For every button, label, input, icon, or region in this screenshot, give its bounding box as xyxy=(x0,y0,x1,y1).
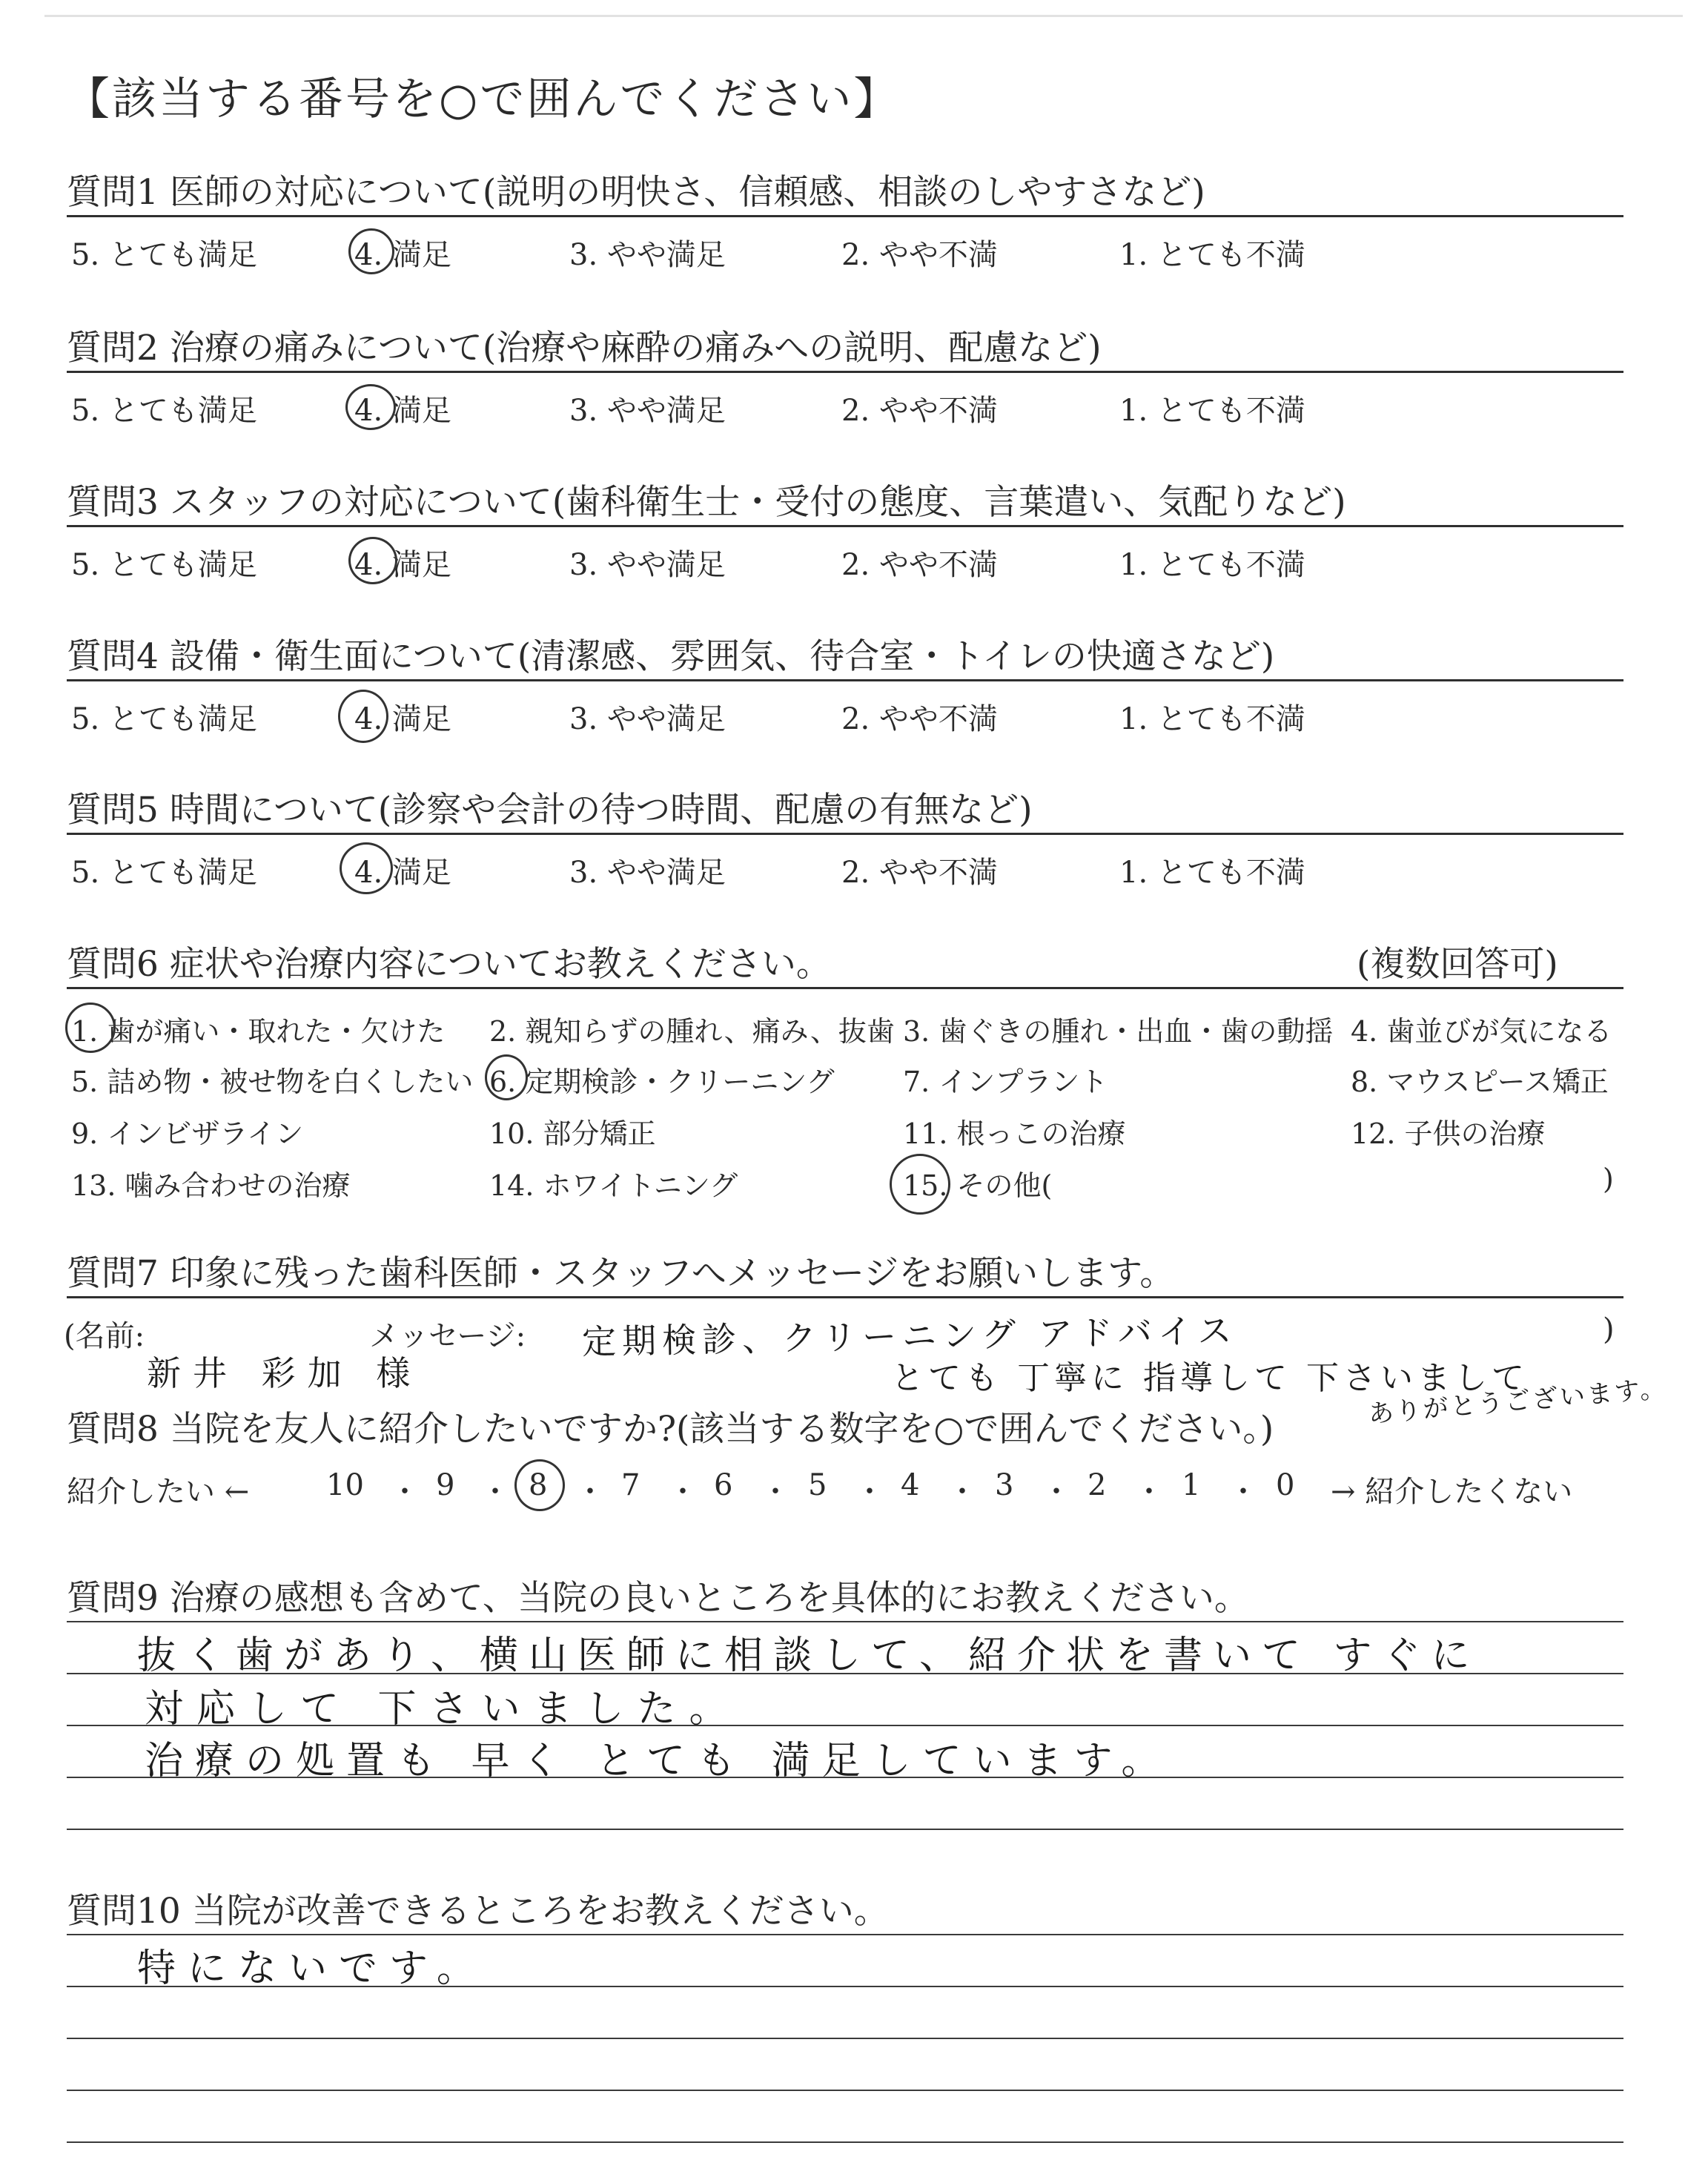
q8-scale-5[interactable]: 5 xyxy=(808,1468,827,1502)
q1-selection-circle xyxy=(348,228,394,274)
q2-selection-circle xyxy=(345,384,396,430)
q6-option-1[interactable]: 1. 歯が痛い・取れた・欠けた xyxy=(71,1015,446,1048)
q6-title: 質問6 症状や治療内容についてお教えください。 xyxy=(67,944,831,985)
q6-option-3[interactable]: 3. 歯ぐきの腫れ・出血・歯の動揺 xyxy=(903,1015,1334,1048)
q1-option-4[interactable]: 4. 満足 xyxy=(354,238,451,272)
q8-right-label: → 紹介したくない xyxy=(1331,1475,1573,1509)
q8-scale-dot: ・ xyxy=(480,1475,510,1509)
q6-option-15[interactable]: 15. その他( xyxy=(903,1169,1053,1202)
q7-close-paren: ) xyxy=(1603,1312,1615,1347)
q8-scale-dot: ・ xyxy=(947,1475,977,1509)
q8-scale-dot: ・ xyxy=(390,1475,420,1509)
q9-handwritten-1: 抜く歯があり、横山医師に相談して、紹介状を書いて すぐに xyxy=(137,1634,1480,1678)
q4-option-1[interactable]: 1. とても不満 xyxy=(1119,702,1305,736)
q3-selection-circle xyxy=(348,537,397,584)
q2-title: 質問2 治療の痛みについて(治療や麻酔の痛みへの説明、配慮など) xyxy=(67,328,1102,369)
q5-rule xyxy=(67,833,1623,835)
q10-line-1 xyxy=(67,1934,1623,1935)
q10-line-5 xyxy=(67,2141,1623,2143)
q3-option-5[interactable]: 5. とても満足 xyxy=(71,548,257,582)
q7-title: 質問7 印象に残った歯科医師・スタッフへメッセージをお願いします。 xyxy=(67,1253,1175,1294)
q8-selection-circle xyxy=(514,1459,565,1511)
q8-scale-0[interactable]: 0 xyxy=(1276,1468,1295,1502)
q1-option-2[interactable]: 2. やや不満 xyxy=(841,238,998,272)
q8-scale-dot: ・ xyxy=(1042,1475,1071,1509)
q6-option-11[interactable]: 11. 根っこの治療 xyxy=(903,1117,1126,1150)
q1-title: 質問1 医師の対応について(説明の明快さ、信頼感、相談のしやすさなど) xyxy=(67,172,1205,213)
q5-option-3[interactable]: 3. やや満足 xyxy=(569,856,726,890)
q7-rule xyxy=(67,1296,1623,1298)
q8-title: 質問8 当院を友人に紹介したいですか?(該当する数字を○で囲んでください。) xyxy=(67,1409,1274,1450)
q8-scale-8[interactable]: 8 xyxy=(529,1468,548,1502)
q10-handwritten-1: 特にないです。 xyxy=(137,1946,487,1991)
q4-option-5[interactable]: 5. とても満足 xyxy=(71,702,257,736)
q6-option-4[interactable]: 4. 歯並びが気になる xyxy=(1351,1015,1612,1048)
q2-option-5[interactable]: 5. とても満足 xyxy=(71,394,257,428)
q2-option-1[interactable]: 1. とても不満 xyxy=(1119,394,1305,428)
q5-option-2[interactable]: 2. やや不満 xyxy=(841,856,998,890)
q8-scale-dot: ・ xyxy=(1228,1475,1258,1509)
q8-scale-9[interactable]: 9 xyxy=(436,1468,455,1502)
q9-line-1 xyxy=(67,1621,1623,1622)
q1-rule xyxy=(67,215,1623,217)
q8-scale-4[interactable]: 4 xyxy=(901,1468,920,1502)
q8-scale-dot: ・ xyxy=(761,1475,790,1509)
q5-option-1[interactable]: 1. とても不満 xyxy=(1119,856,1305,890)
q8-scale-10[interactable]: 10 xyxy=(326,1468,364,1502)
q7-handwritten-message-1: 定期検診、クリーニング アドバイス xyxy=(581,1310,1238,1362)
q8-scale-3[interactable]: 3 xyxy=(995,1468,1014,1502)
top-border xyxy=(44,15,1683,17)
q6-option-8[interactable]: 8. マウスピース矯正 xyxy=(1351,1066,1609,1098)
q6-rule xyxy=(67,987,1623,989)
q1-option-1[interactable]: 1. とても不満 xyxy=(1119,238,1305,272)
q6-option-15-close: ) xyxy=(1603,1163,1614,1195)
q9-handwritten-2: 対応して 下さいました。 xyxy=(145,1687,741,1731)
q6-selection-circle-1 xyxy=(65,1003,116,1053)
q8-scale-1[interactable]: 1 xyxy=(1182,1468,1201,1502)
q1-option-5[interactable]: 5. とても満足 xyxy=(71,238,257,272)
q9-line-5 xyxy=(67,1829,1623,1830)
page-header: 【該当する番号を○で囲んでください】 xyxy=(65,73,901,125)
q6-selection-circle-15 xyxy=(890,1154,950,1215)
q7-handwritten-name: 新井 彩加 様 xyxy=(147,1353,423,1393)
q2-option-4[interactable]: 4. 満足 xyxy=(354,394,451,428)
q4-rule xyxy=(67,679,1623,681)
q4-option-4[interactable]: 4. 満足 xyxy=(354,702,451,736)
q3-rule xyxy=(67,525,1623,527)
q4-selection-circle xyxy=(338,690,388,743)
q6-option-6[interactable]: 6. 定期検診・クリーニング xyxy=(489,1066,835,1098)
q8-scale-2[interactable]: 2 xyxy=(1088,1468,1107,1502)
q6-option-10[interactable]: 10. 部分矯正 xyxy=(489,1117,656,1150)
q2-option-3[interactable]: 3. やや満足 xyxy=(569,394,726,428)
q10-title: 質問10 当院が改善できるところをお教えください。 xyxy=(67,1891,889,1932)
q8-scale-dot: ・ xyxy=(575,1475,605,1509)
q6-option-12[interactable]: 12. 子供の治療 xyxy=(1351,1117,1546,1150)
q5-option-5[interactable]: 5. とても満足 xyxy=(71,856,257,890)
q7-handwritten-message-2: とても 丁寧に 指導して 下さいまして xyxy=(891,1359,1529,1397)
q5-title: 質問5 時間について(診察や会計の待つ時間、配慮の有無など) xyxy=(67,790,1033,830)
q6-option-5[interactable]: 5. 詰め物・被せ物を白くしたい xyxy=(71,1066,474,1098)
q8-scale-6[interactable]: 6 xyxy=(714,1468,733,1502)
q3-option-4[interactable]: 4. 満足 xyxy=(354,548,451,582)
q6-option-14[interactable]: 14. ホワイトニング xyxy=(489,1169,738,1202)
q6-option-13[interactable]: 13. 噛み合わせの治療 xyxy=(71,1169,351,1202)
q10-line-3 xyxy=(67,2038,1623,2039)
q6-option-7[interactable]: 7. インプラント xyxy=(903,1066,1108,1098)
q2-rule xyxy=(67,371,1623,373)
q8-scale-dot: ・ xyxy=(855,1475,884,1509)
q8-scale-dot: ・ xyxy=(668,1475,698,1509)
q6-option-2[interactable]: 2. 親知らずの腫れ、痛み、抜歯 xyxy=(489,1015,895,1048)
q4-title: 質問4 設備・衛生面について(清潔感、雰囲気、待合室・トイレの快適さなど) xyxy=(67,636,1275,677)
q5-option-4[interactable]: 4. 満足 xyxy=(354,856,451,890)
q9-handwritten-3: 治療の処置も 早く とても 満足しています。 xyxy=(145,1739,1172,1783)
q9-title: 質問9 治療の感想も含めて、当院の良いところを具体的にお教えください。 xyxy=(67,1578,1249,1619)
q8-scale-dot: ・ xyxy=(1134,1475,1164,1509)
q3-option-2[interactable]: 2. やや不満 xyxy=(841,548,998,582)
q1-option-3[interactable]: 3. やや満足 xyxy=(569,238,726,272)
q3-option-1[interactable]: 1. とても不満 xyxy=(1119,548,1305,582)
q4-option-2[interactable]: 2. やや不満 xyxy=(841,702,998,736)
q7-handwritten-message-3: ありがとうございます。 xyxy=(1367,1373,1669,1430)
q5-selection-circle xyxy=(340,842,393,894)
q6-note: (複数回答可) xyxy=(1357,944,1558,985)
q7-message-label: メッセージ: xyxy=(369,1319,526,1353)
q7-name-label: (名前: xyxy=(64,1319,145,1353)
q3-title: 質問3 スタッフの対応について(歯科衛生士・受付の態度、言葉遣い、気配りなど) xyxy=(67,482,1346,523)
q2-option-2[interactable]: 2. やや不満 xyxy=(841,394,998,428)
q8-left-label: 紹介したい ← xyxy=(67,1475,250,1509)
q6-option-9[interactable]: 9. インビザライン xyxy=(71,1117,304,1150)
q3-option-3[interactable]: 3. やや満足 xyxy=(569,548,726,582)
q6-selection-circle-6 xyxy=(485,1054,528,1100)
q10-line-4 xyxy=(67,2090,1623,2091)
q8-scale-7[interactable]: 7 xyxy=(621,1468,640,1502)
q4-option-3[interactable]: 3. やや満足 xyxy=(569,702,726,736)
